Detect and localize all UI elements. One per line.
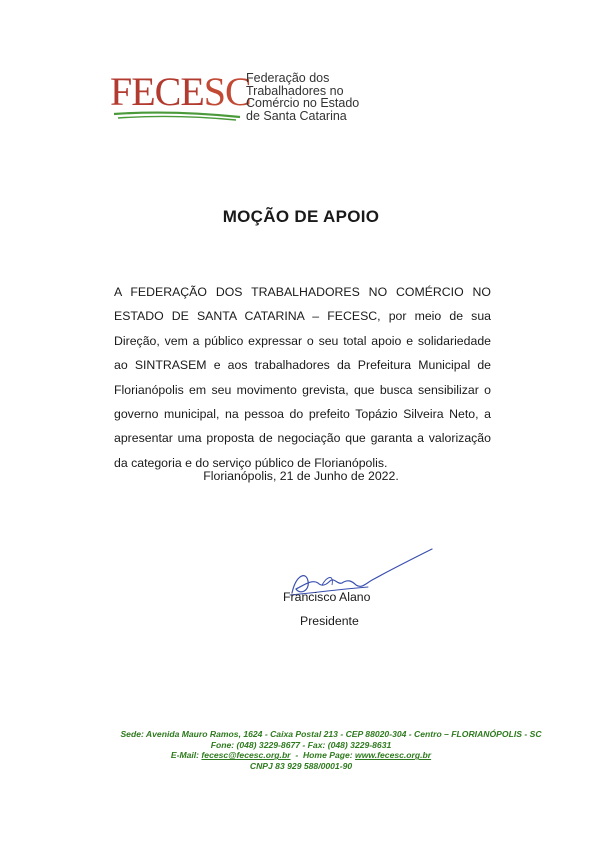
footer-cnpj: CNPJ 83 929 588/0001-90 — [249, 760, 353, 771]
homepage-link[interactable]: www.fecesc.org.br — [355, 750, 432, 761]
email-link[interactable]: fecesc@fecesc.org.br — [201, 750, 291, 761]
document-title: MOÇÃO DE APOIO — [222, 207, 380, 226]
logo-name-line: Trabalhadores no — [246, 83, 344, 98]
footer — [0, 729, 602, 771]
body-paragraph: A FEDERAÇÃO DOS TRABALHADORES NO COMÉRCIO NO ESTADO DE SANTA CATARINA – FECESC, por meio de sua Direção, vem a público expressar o seu total apoio e solidariedade ao SINTRASEM e aos trabalhadores da Prefeitura Municipal de Florianópolis em seu movimento grevista, que busca sensibilizar o governo municipal, na pessoa do prefeito Topázio Silveira Neto, a apresentar uma proposta de negociação que garanta a valorização da categoria e do serviço público de Florianópolis. — [114, 285, 491, 470]
footer-address: Sede: Avenida Mauro Ramos, 1624 - Caixa Postal 213 - CEP 88020-304 - Centro – FLORIANÓPOLIS - SC — [120, 729, 542, 739]
logo-name-line: Federação dos — [246, 71, 330, 85]
footer-separator: - — [290, 750, 303, 761]
signer-name: Francisco Alano — [283, 590, 371, 604]
footer-phones: Fone: (048) 3229-8677 - Fax: (048) 3229-8631 — [210, 739, 392, 750]
homepage-label: Home Page: — [302, 750, 353, 761]
fecesc-logo — [110, 68, 360, 124]
logo-wordmark-sc: SC — [203, 69, 251, 114]
logo-wordmark-fe: FECE — [110, 69, 204, 114]
logo-federation-name — [246, 72, 359, 122]
footer-contact — [0, 750, 602, 761]
email-label: E-Mail: — [170, 750, 200, 761]
signer-role: Presidente — [300, 614, 359, 628]
logo-name-line: Comércio no Estado — [246, 96, 360, 111]
date-line: Florianópolis, 21 de Junho de 2022. — [203, 469, 399, 483]
logo-name-line: de Santa Catarina — [246, 108, 347, 123]
logo-swoosh-icon — [112, 108, 242, 122]
